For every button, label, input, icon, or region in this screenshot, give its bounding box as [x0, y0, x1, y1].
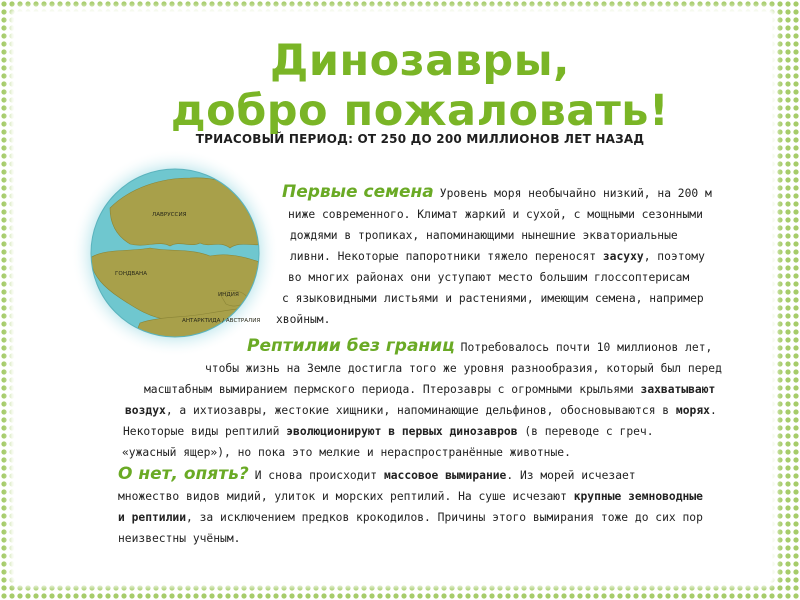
bold-term: и рептилии	[118, 511, 187, 524]
text-line: .	[709, 404, 717, 417]
text-line: ливни. Некоторые папоротники тяжело переносят	[290, 250, 597, 263]
text-line: масштабным вымиранием пермского периода. Птерозавры с огромными крыльями	[144, 383, 634, 396]
section-first-seeds	[92, 182, 732, 330]
text-line: Некоторые виды рептилий	[123, 425, 280, 438]
text-line: . Из морей исчезает	[506, 469, 636, 482]
section-reptiles-without-borders	[92, 336, 732, 463]
section-oh-no-again	[92, 464, 732, 549]
bold-term: воздух	[125, 404, 166, 417]
text-line: ниже современного. Климат жаркий и сухой, с мощными сезонными	[288, 208, 703, 221]
text-line: , за исключением предков крокодилов. Причины этого вымирания тоже до сих пор	[186, 511, 703, 524]
text-line: Потребовалось почти 10 миллионов лет,	[460, 341, 713, 354]
page-subtitle: ТРИАСОВЫЙ ПЕРИОД: ОТ 250 ДО 200 МИЛЛИОНОВ ЛЕТ НАЗАД	[195, 132, 645, 146]
text-line: И снова происходит	[254, 469, 378, 482]
text-line: дождями в тропиках, напоминающими нынешние экваториальные	[290, 229, 678, 242]
text-line: (в переводе с греч.	[524, 425, 654, 438]
text-line: , поэтому	[643, 250, 705, 263]
text-line: с языковидными листьями и растениями, имеющим семена, например	[282, 292, 704, 305]
bold-term: морях	[675, 404, 710, 417]
map-label-india: ИНДИЯ	[218, 292, 239, 298]
bold-term: массовое вымирание	[383, 469, 507, 482]
bold-term: захватывают	[640, 383, 716, 396]
bold-term: крупные земноводные	[573, 490, 703, 503]
bold-term: засуху	[602, 250, 644, 263]
page-title	[150, 36, 690, 136]
text-line: чтобы жизнь на Земле достигла того же уровня разнообразия, который был перед	[205, 362, 722, 375]
page-title-line2: добро пожаловать!	[170, 86, 670, 136]
bold-term: эволюционируют в первых динозавров	[286, 425, 518, 438]
page-number: 42	[30, 574, 44, 587]
section-heading: Первые семена	[282, 182, 434, 202]
section-heading: Рептилии без границ	[247, 336, 455, 356]
map-label-gondwana: ГОНДВАНА	[115, 271, 148, 277]
text-line: Уровень моря необычайно низкий, на 200 м	[439, 187, 712, 200]
map-label-laurussia: ЛАВРУССИЯ	[152, 212, 187, 218]
text-line: множество видов мидий, улиток и морских рептилий. На суше исчезают	[118, 490, 567, 503]
text-line: «ужасный ящер»), но пока это мелкие и нераспространённые животные.	[122, 446, 571, 459]
page-title-line1: Динозавры,	[270, 36, 570, 86]
map-label-antarctica-australia: АНТАРКТИДА / АВСТРАЛИЯ	[182, 318, 261, 324]
text-line: во многих районах они уступают место большим глоссоптерисам	[288, 271, 690, 284]
text-line: неизвестны учёным.	[118, 532, 241, 545]
text-line: хвойным.	[276, 313, 331, 326]
text-line: , а ихтиозавры, жестокие хищники, напоминающие дельфинов, обосновываются в	[165, 404, 670, 417]
section-heading: О нет, опять?	[118, 464, 249, 484]
